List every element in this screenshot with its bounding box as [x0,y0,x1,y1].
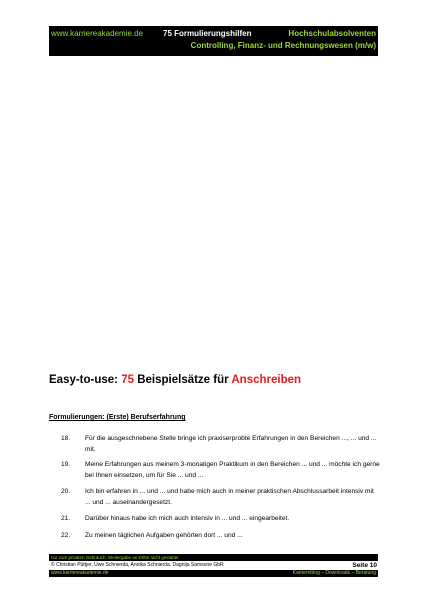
page-heading [49,374,301,386]
header-title: 75 Formulierungshilfen [163,29,252,38]
section-title: Formulierungen: (Erste) Berufserfahrung [49,414,186,421]
page-header [49,26,378,56]
header-url[interactable]: www.karriereakademie.de [51,29,144,38]
heading-highlight: Anschreiben [231,374,302,386]
footer-copyright: © Christian Püttjer, Uwe Schnierda, Annika Schnierda, Dagnija Samsone GbR [51,562,224,568]
footer-links[interactable]: Karriereblog – Downloads – Beratung [292,570,376,576]
header-target-line1: Hochschulabsolventen [288,29,376,38]
item-number: 19. [61,461,71,468]
item-text: Ich bin erfahren in ... und ... und habe mich auch in meiner praktischen Abschlussarbeit intensiv mit ... und ... auseinandergesetzt. [85,488,374,506]
item-text: Zu meinen täglichen Aufgaben gehörten dort ... und ... [85,532,243,539]
heading-number: 75 [121,374,135,386]
footer-url[interactable]: www.karriereakademie.de [51,570,109,576]
item-number: 20. [61,488,71,495]
header-target-line2: Controlling, Finanz- und Rechnungswesen (m/w) [190,41,376,50]
page-number: Seite 10 [352,562,377,569]
item-text: Für die ausgeschriebene Stelle bringe ich praxiserprobte Erfahrungen in den Bereichen ..., ... und ... mit. [85,435,377,453]
footer-notice-bar [49,554,378,561]
heading-part1: Easy-to-use: [49,374,122,386]
footer-notice: nur zum privaten Gebrauch, Weitergabe an Dritte nicht gestattet [51,555,179,560]
heading-part2: Beispielsätze für [134,374,232,386]
item-number: 21. [61,515,71,522]
item-number: 18. [61,435,71,442]
item-text: Darüber hinaus habe ich mich auch intensiv in ... und ... eingearbeitet. [85,515,290,522]
footer-link-bar [49,570,378,577]
item-number: 22. [61,532,71,539]
item-text: Meine Erfahrungen aus meinem 3-monatigen Praktikum in den Bereichen ... und ... möchte ich gerne bei Ihnen einsetzen, um für Sie ... und ... [85,461,380,479]
